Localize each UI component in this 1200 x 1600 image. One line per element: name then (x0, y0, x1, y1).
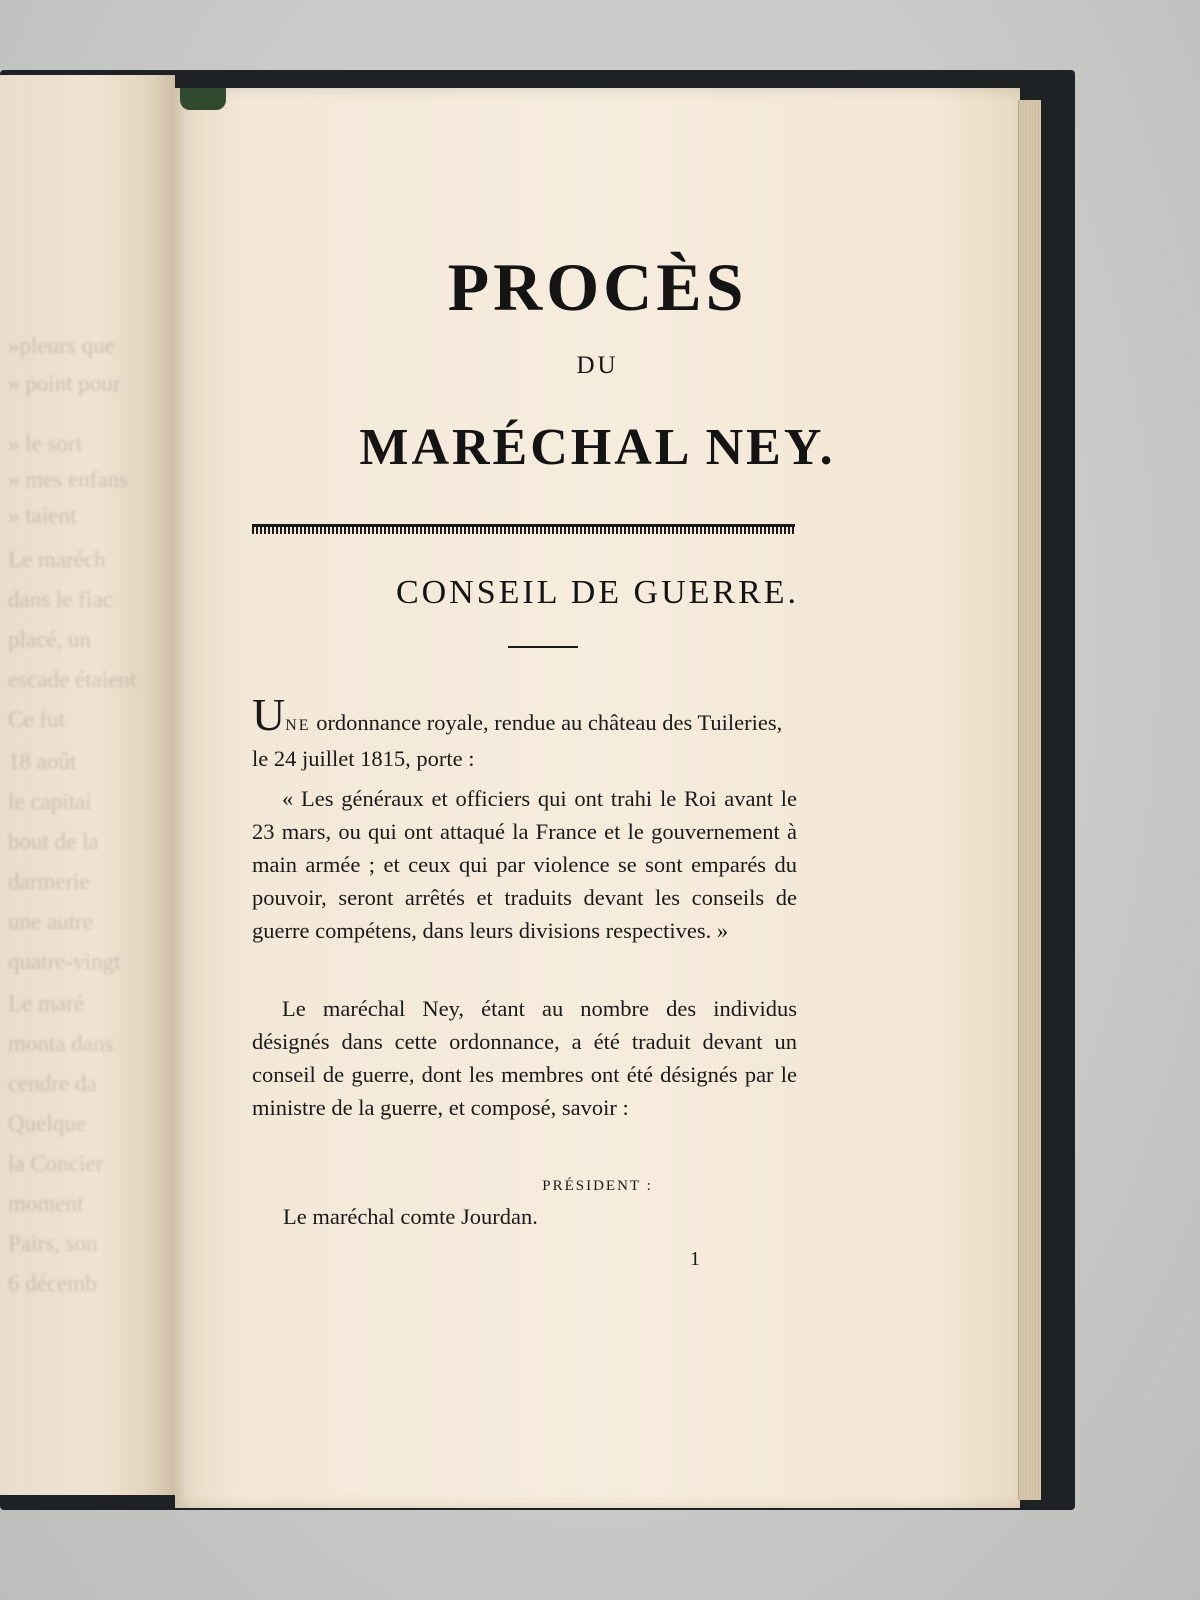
signature-mark: 1 (690, 1248, 700, 1270)
short-divider (508, 646, 578, 648)
title-proces: PROCÈS (447, 249, 748, 325)
bleed-through-line: »pleurs que (8, 333, 115, 358)
bleed-through-line: placé, un (8, 627, 92, 652)
decorative-rule (252, 524, 795, 534)
bleed-through-line: darmerie (8, 869, 90, 894)
bleed-through-line: dans le fiac (8, 587, 113, 612)
bleed-through-line: quatre-vingt (8, 949, 121, 974)
section-heading: CONSEIL DE GUERRE. (395, 574, 800, 611)
bleed-through-line: » le sort (8, 431, 83, 456)
drop-cap: U (252, 689, 286, 740)
bleed-through-line: Pairs, son (8, 1231, 98, 1256)
page-edges (1018, 100, 1041, 1500)
bleed-through-line: moment (8, 1191, 84, 1216)
bookmark-ribbon (180, 88, 226, 110)
bleed-through-line: escade étaient (8, 667, 137, 692)
president-name: Le maréchal comte Jourdan. (283, 1204, 538, 1229)
paragraph-ordonnance (252, 689, 797, 775)
paragraph-ney: Le maréchal Ney, étant au nombre des individus désignés dans cette ordonnance, a été traduit devant un conseil de guerre, dont les membres ont été désignés par le ministre de la guerre, et composé, savoir : (252, 996, 797, 1120)
bleed-through-line: Le maréch (8, 547, 106, 572)
title-connector: DU (576, 352, 619, 379)
paragraph-quote: « Les généraux et officiers qui ont trahi le Roi avant le 23 mars, ou qui ont attaqué la France et le gouvernement à main armée ; et ceux qui par violence se sont emparés du pouvoir, seront arrêtés et traduits devant les conseils de guerre compétens, dans leurs divisions respectives. » (252, 786, 797, 943)
president-label: PRÉSIDENT : (542, 1178, 653, 1194)
bleed-through-line: » taient (8, 503, 77, 528)
bleed-through-line: 18 août (8, 749, 77, 774)
paragraph-text: ordonnance royale, rendue au château des Tuileries, le 24 juillet 1815, porte : (252, 710, 783, 771)
bleed-through-line: cendre da (8, 1071, 97, 1096)
bleed-through-line: monta dans (8, 1031, 114, 1056)
bleed-through-line: » mes enfans (8, 467, 129, 492)
small-caps-word: NE (285, 717, 311, 734)
bleed-through-line: la Concier (8, 1151, 104, 1176)
title-subject: MARÉCHAL NEY. (359, 419, 836, 476)
bleed-through-line: 6 décemb (8, 1271, 97, 1296)
bleed-through-line: le capitai (8, 789, 92, 814)
left-page-verso (0, 75, 175, 1495)
bleed-through-line: une autre (8, 909, 93, 934)
bleed-through-line: bout de la (8, 829, 99, 854)
bleed-through-line: Ce fut (8, 707, 65, 732)
bleed-through-line: Le maré (8, 991, 84, 1016)
bleed-through-line: » point pour (8, 371, 121, 396)
bleed-through-line: Quelque (8, 1111, 86, 1136)
